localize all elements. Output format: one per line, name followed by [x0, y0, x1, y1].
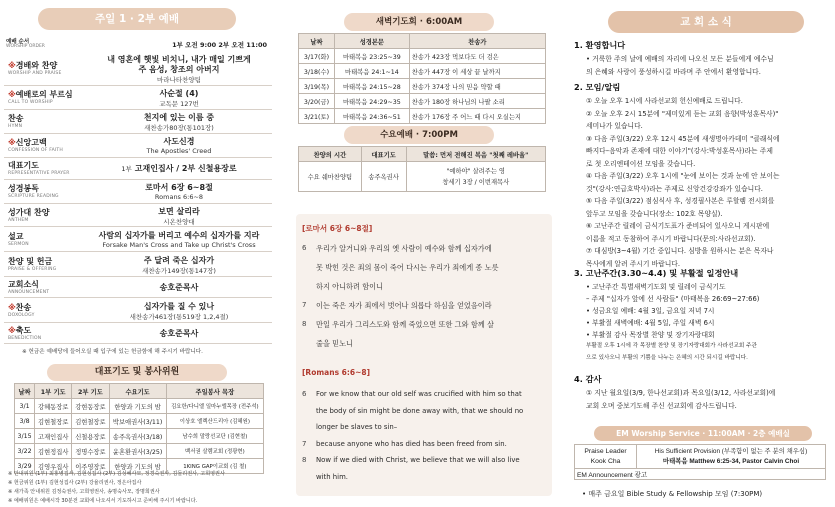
order-row — [4, 86, 272, 110]
dawn-table-header — [299, 34, 546, 49]
em-table — [574, 444, 826, 480]
volunteer-row — [15, 399, 264, 414]
order-label-english: DOXOLOGY — [8, 312, 35, 318]
order-item — [94, 328, 264, 339]
verse-line: 줄을 믿노니 — [316, 339, 354, 348]
order-label-text: 성가대 찬양 — [8, 207, 50, 217]
order-item-text: 사람의 십자가를 버리고 예수의 십자가를 지라 — [98, 230, 260, 240]
order-item-text: 사도신경 — [163, 137, 195, 146]
dawn-cell: 3/17(화) — [299, 49, 335, 64]
order-item — [94, 112, 264, 123]
order-label-english: WORSHIP AND PRAISE — [8, 71, 62, 76]
order-label-english: ANNOUNCEMENT — [8, 289, 50, 295]
volunteer-cell: 한양과 기도의 밤 — [109, 399, 166, 414]
order-item-detail: 새찬송가461장(통519장 1,2,4절) — [129, 312, 229, 321]
order-title: 예배 순서 — [6, 39, 30, 45]
dawn-prayer-banner: 새벽기도회 · 6:00AM — [344, 13, 494, 31]
verse-line: 만일 우리가 그리스도와 함께 죽었으면 또한 그와 함께 살 — [316, 320, 494, 329]
star-icon: ※ — [8, 61, 16, 70]
church-news-column — [564, 0, 835, 507]
order-item-line2: 주 음성, 창조의 아버지 — [138, 65, 220, 74]
wednesday-table — [298, 146, 546, 192]
volunteer-header-cell: 수요기도 — [109, 384, 166, 399]
order-label-text: 신앙고백 — [15, 138, 47, 147]
dawn-cell: 찬송가 374장 나의 믿음 약할 때 — [409, 79, 545, 94]
em-announcement: • 매주 금요일 Bible Study & Fellowship 모임 (7:30PM) — [582, 490, 763, 498]
wed-praise: 수요 쉐마찬양팀 — [299, 162, 362, 192]
order-label — [8, 207, 49, 218]
news-line: • 부활절 새벽예배: 4월 5일, 주일 새벽 6시 — [586, 319, 715, 327]
em-leader-name: Kook Cha — [590, 457, 621, 465]
em-leader-label: Praise Leader — [584, 447, 627, 455]
news-line: • 부활절 감사 목장별 찬양 및 장기자랑대회 — [586, 331, 715, 339]
news-line: • 성금요일 예배: 4월 3일, 금요일 저녁 7시 — [586, 307, 715, 315]
order-label — [8, 183, 39, 194]
verse-line: 못 박힌 것은 죄의 몸이 죽어 다시는 우리가 죄에게 종 노릇 — [316, 263, 499, 272]
verse-number: 6 — [302, 390, 307, 398]
verse-number: 8 — [302, 456, 307, 464]
church-news-banner: 교 회 소 식 — [608, 11, 804, 33]
volunteer-note: ※ 헌금위원 (1부) 김현성집사 (2부) 강율리권사, 정은아집사 — [8, 480, 142, 486]
dawn-cell: 마태복음 24:29~35 — [334, 94, 409, 109]
order-row — [4, 110, 272, 134]
volunteer-cell: 송주옥권사(3/18) — [109, 429, 166, 444]
news-section-title: 4. 감사 — [574, 374, 602, 384]
order-row — [4, 52, 272, 86]
order-row — [4, 277, 272, 298]
wednesday-header-cell: 찬양의 시간 — [299, 147, 362, 162]
em-praise-row — [575, 445, 826, 469]
em-announce-row — [575, 469, 826, 480]
news-section-title: 1. 환영합니다 — [574, 40, 626, 50]
order-row — [4, 204, 272, 227]
verse-line-english: with him. — [316, 472, 348, 481]
order-label-text: 성경봉독 — [8, 184, 39, 193]
order-item-text: 주 달려 죽은 십자가 — [143, 255, 215, 265]
order-label-text: 경배와 찬양 — [15, 61, 58, 70]
dawn-row — [299, 79, 546, 94]
order-label — [8, 137, 47, 148]
volunteer-cell: 3/29 — [15, 459, 35, 474]
verse-line: 하지 아니하려 함이니 — [316, 282, 384, 291]
dawn-prayer-table — [298, 33, 546, 124]
wednesday-row — [299, 162, 546, 192]
offering-note: ※ 헌금은 예배당에 들어오실 때 입구에 있는 헌금함에 해 주시기 바랍니다. — [22, 349, 203, 355]
passage-title-english: [Romans 6:6~8] — [302, 368, 371, 377]
news-line: 이름을 적고 동참하여 주시기 바랍니다(문의:사라선교회). — [586, 234, 756, 243]
news-line: ⑤ 다음 주일(3/22) 점심식사 후, 성경필사본은 루할렘 전시회를 — [586, 197, 775, 205]
order-label — [8, 89, 73, 100]
news-line: ⑥ 고난주간 릴레이 금식기도표가 준비되어 있사오니 게시판에 — [586, 222, 770, 230]
news-line: 빠지다–음악과 존재에 대한 이야기"(강사:박성훈목사)라는 주제 — [586, 147, 773, 155]
volunteer-cell: 김영우집사 — [35, 459, 72, 474]
order-item — [94, 206, 264, 217]
dawn-header-cell: 찬송가 — [409, 34, 545, 49]
order-item — [94, 282, 264, 293]
news-line: 세미나가 있습니다. — [586, 122, 643, 130]
order-item — [94, 230, 264, 241]
order-label-text: 대표기도 — [8, 161, 39, 170]
em-service-banner: EM Worship Service · 11:00AM · 2층 예배실 — [594, 426, 812, 441]
order-item-text: 십자가를 질 수 있나 — [143, 301, 215, 311]
order-item-prefix: 1부 — [121, 165, 132, 173]
volunteer-note: ※ 새가족 안내위원 김정숙권사, 고희영권사, 송명숙사모, 장명희권사 — [8, 489, 160, 495]
dawn-table-body — [299, 49, 546, 124]
wed-sermon-text: 창세기 3장 / 이번재목사 — [442, 178, 510, 186]
star-icon: ※ — [8, 326, 16, 335]
star-icon: ※ — [8, 90, 16, 99]
volunteer-header-cell: 날짜 — [15, 384, 35, 399]
volunteer-cell: 김현철장로 — [72, 414, 109, 429]
wednesday-service-banner: 수요예배 · 7:00PM — [344, 126, 494, 144]
order-label-english: ANTHEM — [8, 217, 29, 223]
order-label — [8, 231, 23, 242]
order-item-text: 천지에 있는 이름 중 — [143, 113, 215, 122]
order-label — [8, 325, 31, 336]
order-item-text: 사순절 (4) — [159, 89, 199, 98]
volunteer-note: ※ 예배위원은 예배시작 30분전 교회에 나오셔서 기도하시고 준비해 주시기 바랍니다. — [8, 498, 198, 504]
news-section-title: 3. 고난주간(3.30~4.4) 및 부활절 일정안내 — [574, 268, 739, 278]
scripture-column — [282, 0, 558, 507]
volunteer-cell: 이주영장로 — [72, 459, 109, 474]
order-label-english: SERMON — [8, 241, 29, 247]
volunteer-note: ※ 안내위원 (1부) 최홍병집사, 김현성집사 (2부) 김성혜사모, 정경숙권사, 김들리권사, 고희영권사 — [8, 471, 225, 477]
order-label-english: CALL TO WORSHIP — [8, 100, 53, 105]
order-label — [8, 113, 23, 124]
volunteer-cell: 박보애권사(3/11) — [109, 414, 166, 429]
volunteer-cell: 고재인집사 — [35, 429, 72, 444]
order-item-detail: 교독문 127번 — [159, 100, 199, 108]
volunteer-table-header — [15, 384, 264, 399]
wed-prayer: 송주옥권사 — [361, 162, 406, 192]
volunteer-table — [14, 383, 264, 474]
verse-line-english: longer be slaves to sin– — [316, 423, 398, 431]
dawn-cell: 마태복음 24:15~28 — [334, 79, 409, 94]
dawn-cell: 마태복음 24:1~14 — [334, 64, 409, 79]
news-line: 의 은혜와 사랑이 풍성하시길 바라며 주 안에서 환영합니다. — [586, 67, 761, 76]
volunteer-cell: 윤혼환권사(3/25) — [109, 444, 166, 459]
volunteer-banner: 대표기도 및 봉사위원 — [47, 364, 227, 381]
dawn-cell: 3/19(목) — [299, 79, 335, 94]
volunteer-cell: 김현정집사 — [35, 444, 72, 459]
volunteer-header-cell: 2부 기도 — [72, 384, 109, 399]
verse-line: 이는 죽은 자가 죄에서 벗어나 의롭다 하심을 얻었음이라 — [316, 301, 492, 310]
volunteer-cell: 김요한/다니엘 일마누엘목장 (전주석) — [166, 399, 263, 414]
news-line: ④ 다음 주일(3/22) 오후 1시에 "눈에 보이는 것과 눈에 안 보이는 — [586, 172, 780, 180]
news-line: • 거룩한 주의 날에 예배의 자리에 나오신 모든 분들에게 예수님 — [586, 55, 774, 63]
star-icon: ※ — [8, 138, 16, 147]
order-row — [4, 227, 272, 252]
news-line: ③ 다음 주일(3/22) 오후 12시 45분에 새생명아카데미 "클래식에 — [586, 134, 780, 143]
order-label — [8, 60, 57, 71]
order-item-detail: 새찬송가80장(통101장) — [144, 124, 214, 132]
dawn-cell: 3/21(토) — [299, 109, 335, 124]
news-line: 부활절 오후 1시에 각 목장별 찬양 및 장기자랑대회가 사라선교회 주관 — [586, 343, 757, 349]
volunteer-header-cell: 1부 기도 — [35, 384, 72, 399]
order-label-english: PRAISE & OFFERING — [8, 266, 57, 272]
passage-title-korean: [로마서 6장 6~8절] — [302, 224, 373, 233]
volunteer-cell: 3/1 — [15, 399, 35, 414]
order-label — [8, 302, 31, 313]
dawn-cell: 찬송가 423장 먹보다도 더 검은 — [409, 49, 545, 64]
order-item-text: 보면 살리라 — [158, 206, 200, 216]
wednesday-header-cell: 말씀: 먼저 전해진 복음 "첫째 레바올" — [406, 147, 545, 162]
dawn-cell: 마태복음 24:36~51 — [334, 109, 409, 124]
dawn-cell: 3/18(수) — [299, 64, 335, 79]
service-times: 1부 오전 9:00 2부 오전 11:00 — [172, 41, 267, 49]
dawn-row — [299, 64, 546, 79]
volunteer-cell: 남수희 말랑선교단 (김현철) — [166, 429, 263, 444]
dawn-header-cell: 성경본문 — [334, 34, 409, 49]
order-item-detail: 새찬송가149장(통147장) — [142, 266, 216, 275]
order-label-english: BENEDICTION — [8, 335, 42, 341]
order-row — [4, 158, 272, 180]
order-row — [4, 134, 272, 158]
news-line: ⑦ 대심방(3~4월) 기간 중입니다. 심방을 원하시는 분은 목자나 — [586, 247, 774, 255]
em-announce-title: EM Announcement 광고 — [575, 469, 826, 480]
volunteer-cell: 1KING GAP이교회 (김 철) — [166, 459, 263, 474]
order-label-text: 설교 — [8, 231, 24, 241]
order-item — [94, 255, 264, 266]
order-label-text: 찬송 — [15, 302, 32, 312]
news-line: • 고난주간 특별새벽기도회 및 릴레이 금식기도 — [586, 283, 726, 291]
dawn-cell: 마태복음 23:25~39 — [334, 49, 409, 64]
news-line: 교회 오며 중보기도해 주신 선교회에 감사드립니다. — [586, 401, 737, 410]
order-label-english: SCRIPTURE READING — [8, 194, 59, 199]
order-item-detail: Forsake Man's Cross and Take up Christ's Cross — [102, 240, 256, 249]
volunteer-cell: 백서권 살렘교회 (정광현) — [166, 444, 263, 459]
em-leader-cell — [575, 445, 637, 469]
news-line: – 주제 "십자가 앞에 선 사람들" (마태복음 26:69~27:66) — [586, 295, 760, 303]
star-icon: ※ — [8, 302, 16, 312]
order-item-detail: 마라나타찬양팀 — [157, 76, 201, 84]
verse-line-english: the body of sin might be done away with, that we should no — [316, 406, 524, 415]
volunteer-cell: 3/15 — [15, 429, 35, 444]
order-item — [94, 136, 264, 147]
order-item — [94, 88, 264, 99]
order-label-english: REPRESENTATIVE PRAYER — [8, 171, 70, 176]
wed-sermon — [406, 162, 545, 192]
order-label-english: HYMN — [8, 124, 23, 129]
volunteer-cell: 신철용장로 — [72, 429, 109, 444]
order-label-english: CONFESSION OF FAITH — [8, 148, 63, 153]
em-sermon-title: His Sufficient Provision (부족함이 없는 주 분의 채우심) — [654, 447, 808, 455]
order-label-text: 교회소식 — [8, 280, 39, 289]
em-sermon-cell — [637, 445, 826, 469]
volunteer-table-body — [15, 399, 264, 474]
news-line: 로 첫 오리엔테이션 모임을 갖습니다. — [586, 159, 696, 168]
volunteer-cell: 한양과 기도의 밤 — [109, 459, 166, 474]
order-label-text: 예배로의 부르심 — [15, 90, 73, 99]
news-line: 것"(강사:연급호박사)라는 주제로 신앙건강강좌가 있습니다. — [586, 184, 763, 193]
volunteer-row — [15, 414, 264, 429]
wednesday-table-header — [299, 147, 546, 162]
dawn-cell: 찬송가 180장 하나님의 나팔 소리 — [409, 94, 545, 109]
order-label — [8, 160, 39, 171]
sunday-service-banner: 주일 1 · 2부 예배 — [38, 8, 236, 30]
news-section-title: 2. 모임/알림 — [574, 82, 621, 92]
verse-line-english: For we know that our old self was crucified with him so that — [316, 390, 522, 398]
order-row — [4, 298, 272, 323]
order-label — [8, 256, 52, 267]
volunteer-cell: 정명수장로 — [72, 444, 109, 459]
volunteer-cell: 3/22 — [15, 444, 35, 459]
order-label-text: 찬송 — [8, 114, 24, 123]
volunteer-row — [15, 429, 264, 444]
order-item — [94, 182, 264, 193]
verse-number: 6 — [302, 244, 307, 252]
order-item-text: 내 영혼에 햇빛 비치니, 내가 매일 기쁘게 — [107, 55, 251, 64]
news-line: ① 오늘 오후 1시에 사라선교회 헌신예배로 드립니다. — [586, 97, 743, 105]
dawn-row — [299, 109, 546, 124]
verse-number: 7 — [302, 301, 307, 309]
dawn-cell: 3/20(금) — [299, 94, 335, 109]
dawn-row — [299, 94, 546, 109]
order-label-text: 축도 — [15, 326, 32, 335]
dawn-cell: 찬송가 176장 주 어느 때 다시 오실는지 — [409, 109, 545, 124]
volunteer-cell: 이상호 엘렉산드리아 (김혜원) — [166, 414, 263, 429]
order-item — [94, 301, 264, 312]
wednesday-header-cell: 대표기도 — [361, 147, 406, 162]
order-label-text: 찬양 및 헌금 — [8, 256, 53, 266]
verse-line-english: Now if we died with Christ, we believe that we will also live — [316, 456, 520, 464]
em-sermon-text: 마태복음 Matthew 6:25-34, Pastor Calvin Choi — [662, 457, 800, 465]
news-line: ② 오늘 오후 2시 15분에 "제미있게 듣는 교회 음향(박성훈목사)" — [586, 109, 779, 118]
order-subtitle: WORSHIP ORDER — [6, 44, 45, 49]
order-item-text: 송호준목사 — [159, 328, 199, 338]
order-item-detail: The Apostles' Creed — [146, 147, 212, 155]
worship-order-column — [0, 0, 275, 507]
verse-number: 8 — [302, 320, 307, 328]
order-item-text: 고재인집사 / 2부 신철용장로 — [134, 164, 237, 173]
volunteer-row — [15, 444, 264, 459]
order-item-text: 송호준목사 — [159, 282, 199, 292]
order-row — [4, 180, 272, 204]
news-line: ① 지난 월요일(3/9, 한나선교회)과 목요일(3/12, 사라선교회)에 — [586, 389, 776, 397]
wed-sermon-title: "예하야" 살려주는 영 — [446, 167, 505, 175]
dawn-cell: 찬송가 447장 이 세상 끝 날까지 — [409, 64, 545, 79]
news-line: 으로 있사오니 부활의 기쁨을 나누는 은혜의 시간 되시길 바랍니다. — [586, 355, 748, 361]
dawn-row — [299, 49, 546, 64]
news-line: 앞두고 모임을 갖습니다(장소: 102호 목양실). — [586, 209, 723, 218]
volunteer-header-cell: 주일봉사 목장 — [166, 384, 263, 399]
verse-line-english: because anyone who has died has been freed from sin. — [316, 439, 507, 448]
order-label — [8, 279, 39, 290]
verse-line: 우리가 알거니와 우리의 옛 사람이 예수와 함께 십자가에 — [316, 244, 492, 253]
order-item — [94, 163, 264, 174]
dawn-header-cell: 날짜 — [299, 34, 335, 49]
news-line: 목사에게 알려 주시기 바랍니다. — [586, 259, 680, 268]
order-item-detail: Romans 6:6~8 — [154, 193, 204, 201]
scripture-box — [296, 214, 552, 496]
order-row — [4, 323, 272, 344]
volunteer-cell: 3/8 — [15, 414, 35, 429]
order-item-detail: 시온찬양대 — [163, 217, 195, 226]
volunteer-cell: 강현동장로 — [72, 399, 109, 414]
order-item-text: 로마서 6장 6~8절 — [145, 183, 213, 192]
volunteer-cell: 김현철장로 — [35, 414, 72, 429]
volunteer-cell: 강혜동장로 — [35, 399, 72, 414]
order-row — [4, 252, 272, 277]
verse-number: 7 — [302, 439, 307, 448]
